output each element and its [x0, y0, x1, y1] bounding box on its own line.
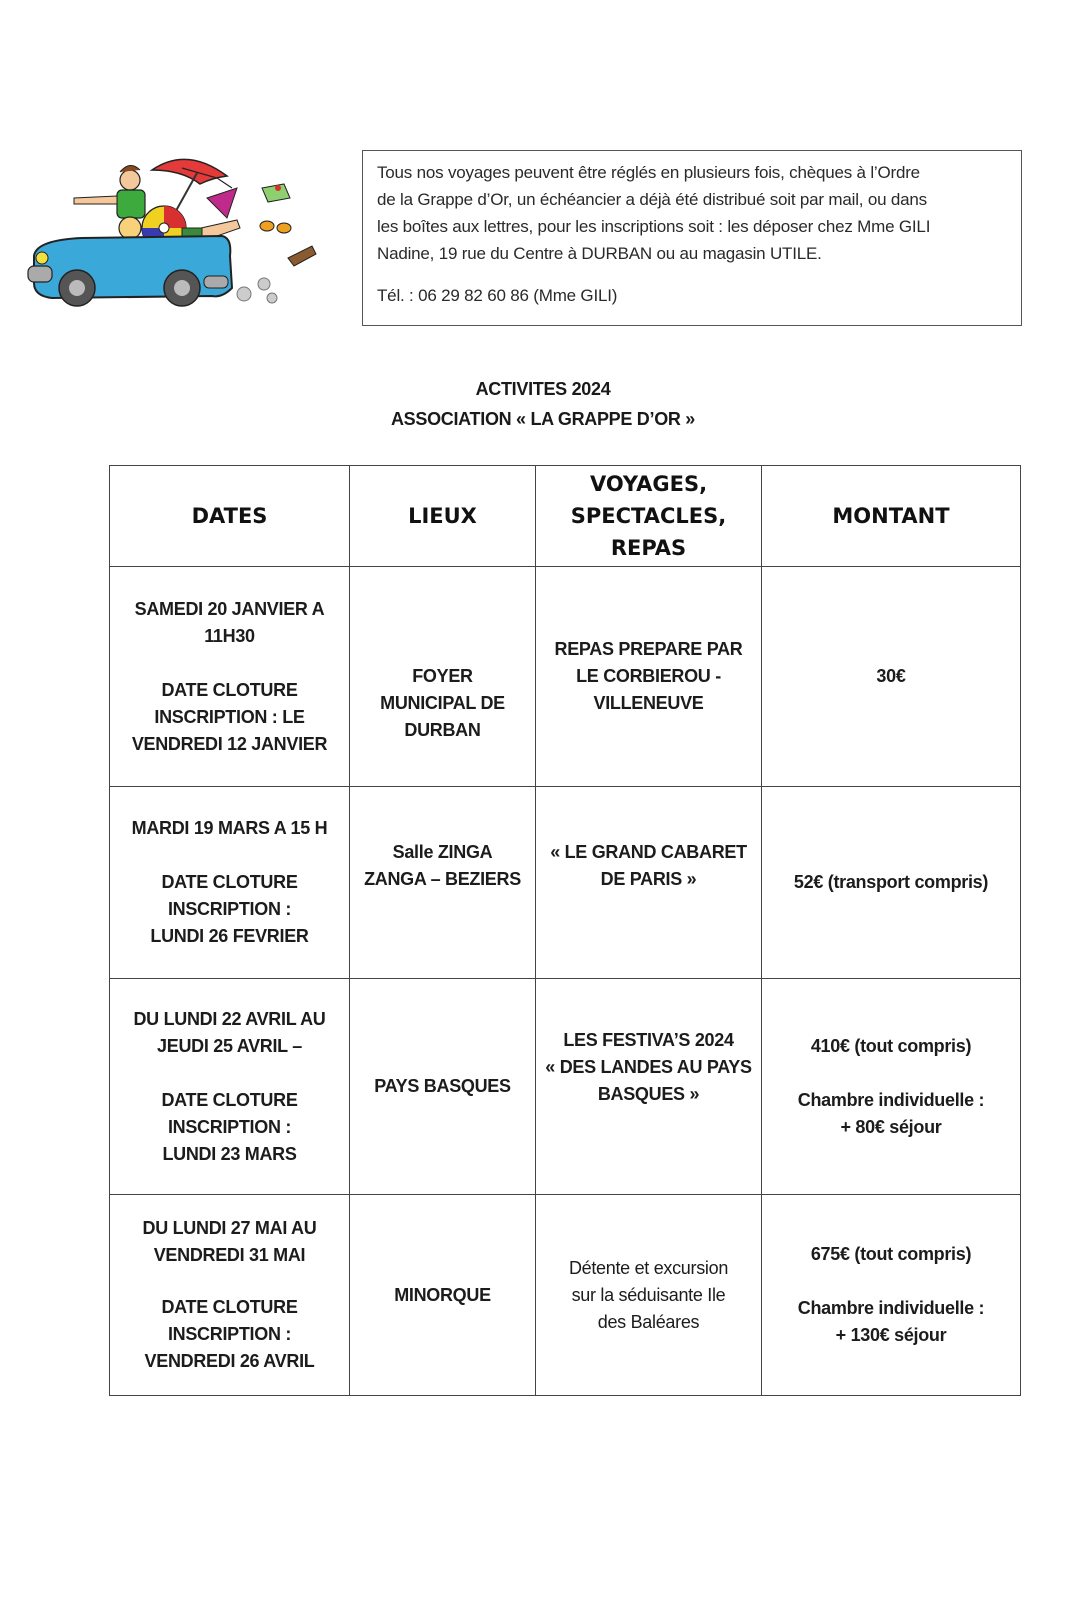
- location: Salle ZINGA: [392, 842, 493, 862]
- cell-activite: [536, 979, 762, 1195]
- cell-montant: [762, 979, 1021, 1195]
- activity: des Baléares: [597, 1311, 700, 1332]
- single-room-supplement: Chambre individuelle :: [797, 1298, 985, 1318]
- activity: LES FESTIVA’S 2024: [563, 1030, 734, 1050]
- header-voyages: [536, 466, 762, 567]
- activity: LE CORBIEROU -: [576, 666, 721, 686]
- page-title: [0, 374, 1086, 434]
- activity: DE PARIS »: [600, 869, 697, 889]
- closing-date: LUNDI 23 MARS: [162, 1143, 297, 1164]
- event-date: VENDREDI 31 MAI: [153, 1245, 306, 1265]
- closing-date: VENDREDI 12 JANVIER: [131, 733, 328, 754]
- activity: « LE GRAND CABARET: [550, 842, 747, 862]
- header-voyages-line: VOYAGES,: [589, 472, 708, 496]
- payment-info-line: Tous nos voyages peuvent être réglés en plusieurs fois, chèques à l’Ordre: [377, 163, 920, 182]
- closing-date: DATE CLOTURE: [161, 1297, 298, 1317]
- single-room-supplement: + 80€ séjour: [840, 1116, 942, 1137]
- car-cartoon-icon: [22, 148, 322, 323]
- table-row: [110, 787, 1021, 979]
- event-date: DU LUNDI 27 MAI AU: [142, 1218, 317, 1238]
- cell-lieux: [350, 787, 536, 979]
- single-room-supplement: Chambre individuelle :: [797, 1089, 985, 1110]
- cell-montant: [762, 1195, 1021, 1396]
- location: MUNICIPAL DE: [380, 693, 505, 713]
- location: PAYS BASQUES: [374, 1076, 511, 1096]
- closing-date: DATE CLOTURE: [161, 1089, 298, 1110]
- cell-lieux: [350, 567, 536, 787]
- payment-info-line: les boîtes aux lettres, pour les inscriptions soit : les déposer chez Mme GILI: [377, 217, 931, 236]
- location: DURBAN: [404, 720, 481, 740]
- location: FOYER: [412, 666, 473, 686]
- header-voyages-line: REPAS: [610, 536, 687, 560]
- cell-lieux: [350, 1195, 536, 1396]
- event-date: JEUDI 25 AVRIL –: [157, 1035, 302, 1056]
- header-dates: DATES: [110, 466, 350, 567]
- closing-date: INSCRIPTION :: [167, 1324, 292, 1344]
- header-montant: MONTANT: [762, 466, 1021, 567]
- activities-table: [109, 465, 1021, 1396]
- activity: Détente et excursion: [568, 1257, 729, 1278]
- title-association-name: ASSOCIATION « LA GRAPPE D’OR »: [390, 409, 696, 429]
- activity: « DES LANDES AU PAYS: [545, 1057, 752, 1077]
- payment-info-box: [362, 150, 1022, 326]
- cell-dates: [110, 787, 350, 979]
- cell-montant: [762, 567, 1021, 787]
- table-header-row: [110, 466, 1021, 567]
- cell-activite: [536, 1195, 762, 1396]
- activity: VILLENEUVE: [593, 693, 704, 713]
- activity: BASQUES »: [597, 1084, 700, 1104]
- closing-date: INSCRIPTION :: [167, 899, 292, 919]
- cell-dates: [110, 1195, 350, 1396]
- event-date: SAMEDI 20 JANVIER A: [134, 598, 325, 619]
- table-row: [110, 567, 1021, 787]
- header-lieux: LIEUX: [350, 466, 536, 567]
- payment-info-line: de la Grappe d’Or, un échéancier a déjà été distribué soit par mail, ou dans: [377, 190, 927, 209]
- price: 52€ (transport compris): [793, 872, 989, 892]
- closing-date: DATE CLOTURE: [161, 679, 298, 700]
- event-date: DU LUNDI 22 AVRIL AU: [133, 1008, 326, 1029]
- cell-montant: [762, 787, 1021, 979]
- cell-lieux: [350, 979, 536, 1195]
- closing-date: LUNDI 26 FEVRIER: [150, 926, 309, 946]
- closing-date: INSCRIPTION : LE: [154, 706, 305, 727]
- payment-info-line: Nadine, 19 rue du Centre à DURBAN ou au magasin UTILE.: [377, 244, 822, 263]
- single-room-supplement: + 130€ séjour: [835, 1325, 947, 1345]
- closing-date: VENDREDI 26 AVRIL: [144, 1351, 315, 1371]
- table-row: [110, 1195, 1021, 1396]
- event-date: 11H30: [204, 625, 255, 646]
- activity: REPAS PREPARE PAR: [554, 639, 743, 659]
- location: ZANGA – BEZIERS: [364, 869, 521, 889]
- cell-activite: [536, 567, 762, 787]
- cell-activite: [536, 787, 762, 979]
- closing-date: INSCRIPTION :: [167, 1116, 292, 1137]
- price: 675€ (tout compris): [810, 1244, 972, 1264]
- activity: sur la séduisante Ile: [571, 1284, 726, 1305]
- event-date: MARDI 19 MARS A 15 H: [131, 818, 328, 838]
- title-activities-year: ACTIVITES 2024: [475, 379, 611, 399]
- cell-dates: [110, 567, 350, 787]
- cell-dates: [110, 979, 350, 1195]
- price: 30€: [876, 666, 906, 686]
- table-row: [110, 979, 1021, 1195]
- header-voyages-line: SPECTACLES,: [570, 504, 727, 528]
- contact-telephone: Tél. : 06 29 82 60 86 (Mme GILI): [377, 286, 618, 305]
- closing-date: DATE CLOTURE: [161, 872, 298, 892]
- vacation-car-illustration: [22, 148, 322, 323]
- location: MINORQUE: [394, 1284, 491, 1305]
- price: 410€ (tout compris): [810, 1035, 972, 1056]
